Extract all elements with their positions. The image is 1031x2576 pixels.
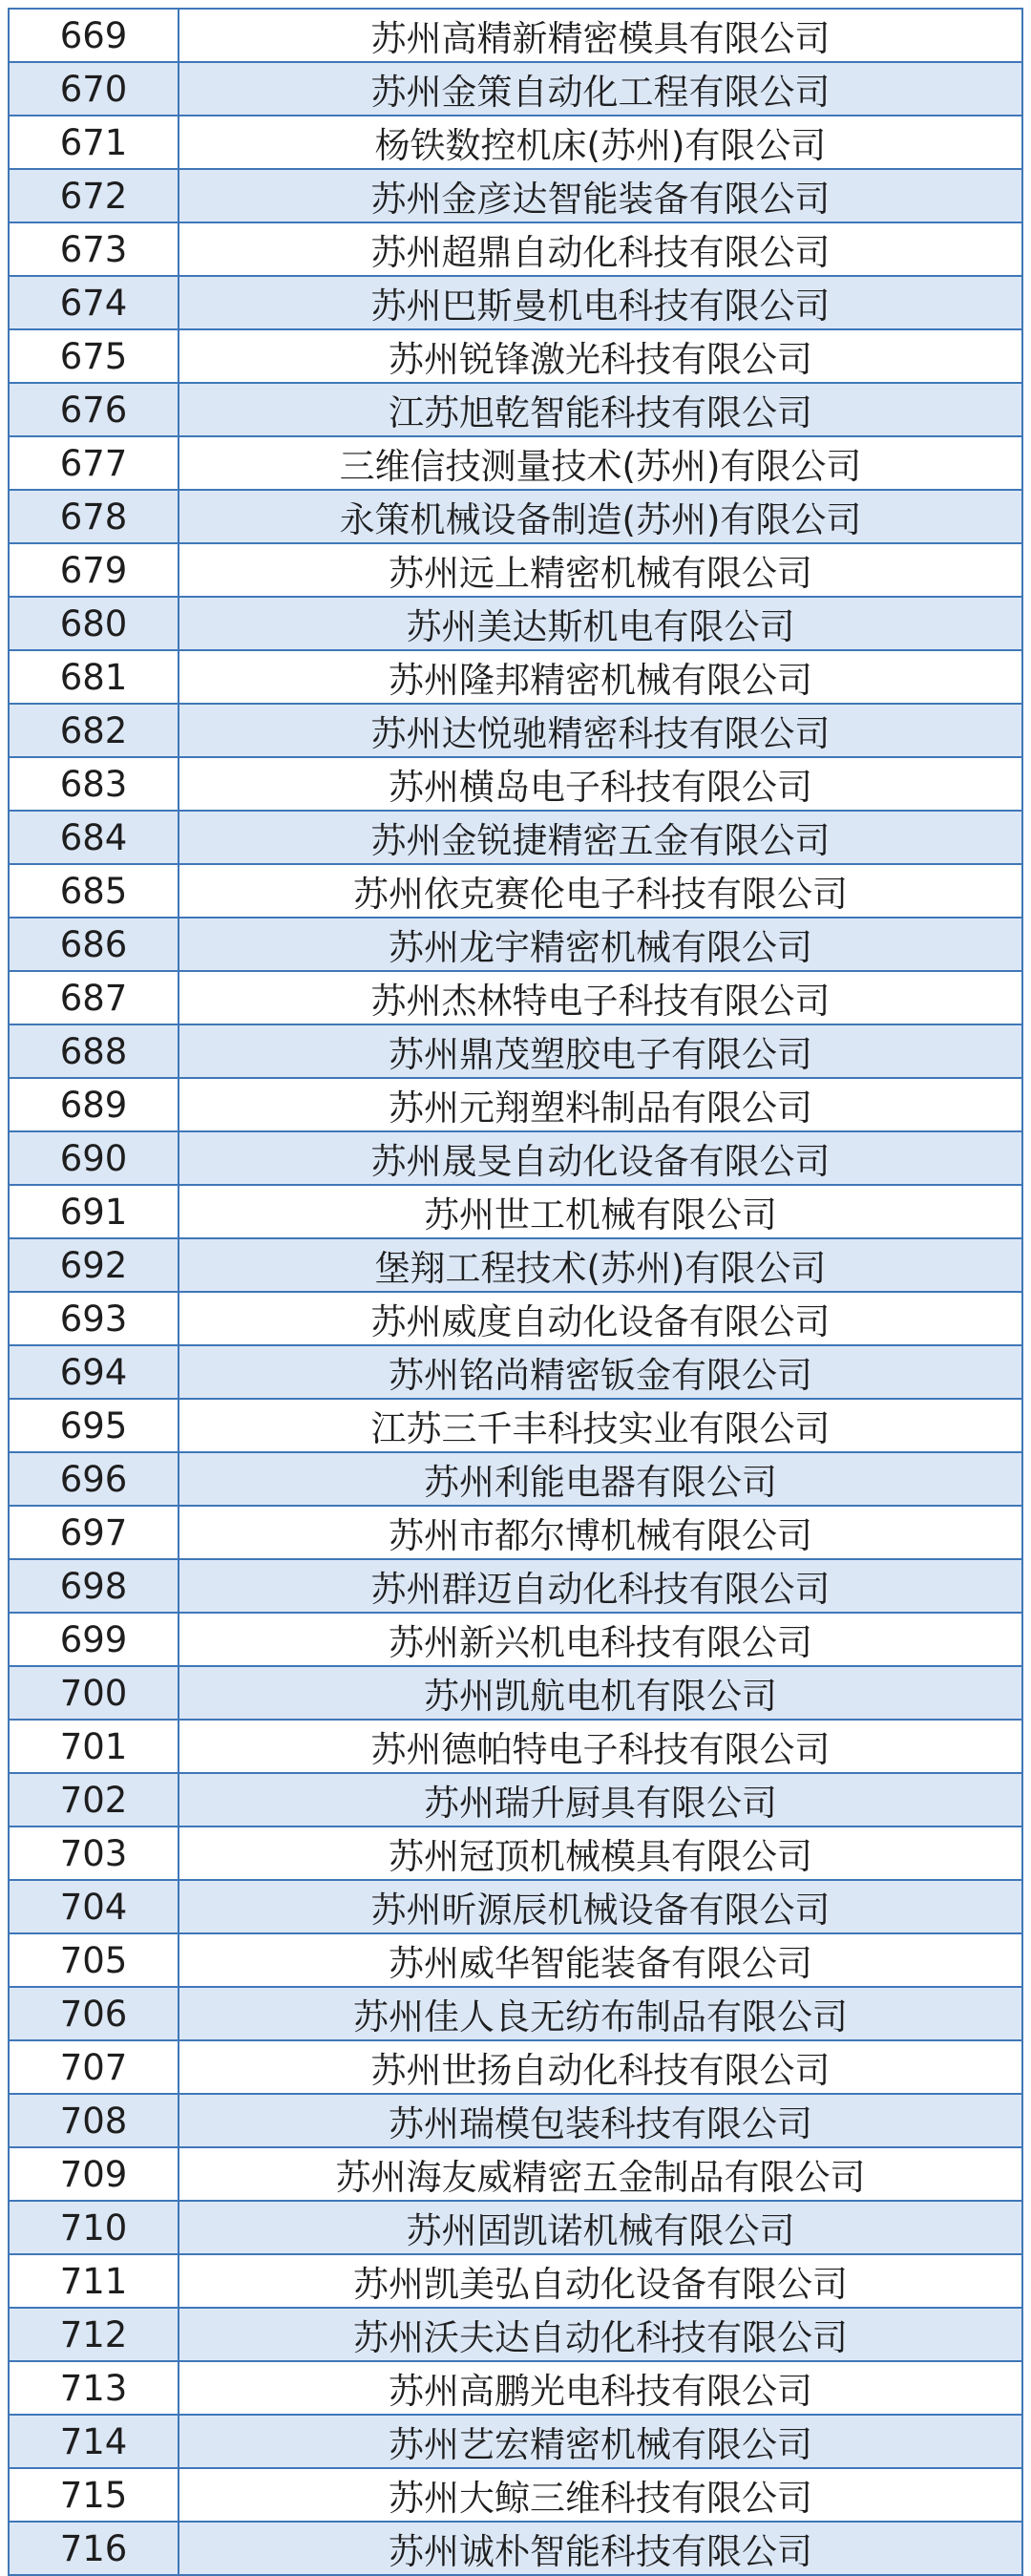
company-name: 苏州凯航电机有限公司 (179, 1666, 1022, 1720)
row-number: 706 (9, 1987, 179, 2040)
row-number: 694 (9, 1345, 179, 1399)
row-number: 678 (9, 490, 179, 543)
row-number: 702 (9, 1773, 179, 1826)
table-row (9, 2201, 1022, 2254)
company-name: 苏州威度自动化设备有限公司 (179, 1292, 1022, 1345)
company-name: 苏州高鹏光电科技有限公司 (179, 2361, 1022, 2415)
row-number: 687 (9, 971, 179, 1024)
table-row (9, 2040, 1022, 2094)
row-number: 679 (9, 543, 179, 597)
row-number: 713 (9, 2361, 179, 2415)
row-number: 692 (9, 1238, 179, 1292)
table-row (9, 116, 1022, 169)
row-number: 669 (9, 9, 179, 62)
table-row (9, 1131, 1022, 1185)
company-name: 苏州佳人良无纺布制品有限公司 (179, 1987, 1022, 2040)
company-name: 苏州超鼎自动化科技有限公司 (179, 222, 1022, 276)
row-number: 709 (9, 2147, 179, 2201)
company-name: 苏州美达斯机电有限公司 (179, 597, 1022, 650)
table-row (9, 811, 1022, 864)
table-row (9, 1720, 1022, 1773)
table-row (9, 1613, 1022, 1666)
company-name: 苏州鼎茂塑胶电子有限公司 (179, 1024, 1022, 1078)
row-number: 681 (9, 650, 179, 704)
row-number: 691 (9, 1185, 179, 1238)
table-row (9, 1987, 1022, 2040)
row-number: 705 (9, 1933, 179, 1987)
row-number: 715 (9, 2468, 179, 2522)
company-name: 苏州凯美弘自动化设备有限公司 (179, 2254, 1022, 2308)
company-name: 苏州远上精密机械有限公司 (179, 543, 1022, 597)
company-name: 苏州市都尔博机械有限公司 (179, 1506, 1022, 1559)
company-name: 三维信技测量技术(苏州)有限公司 (179, 436, 1022, 490)
company-name: 苏州铭尚精密钣金有限公司 (179, 1345, 1022, 1399)
table-row (9, 62, 1022, 116)
company-name: 苏州群迈自动化科技有限公司 (179, 1559, 1022, 1613)
row-number: 685 (9, 864, 179, 918)
row-number: 698 (9, 1559, 179, 1613)
row-number: 686 (9, 918, 179, 971)
company-name: 江苏三千丰科技实业有限公司 (179, 1399, 1022, 1452)
table-row (9, 971, 1022, 1024)
company-name: 苏州诚朴智能科技有限公司 (179, 2522, 1022, 2575)
company-name: 苏州新兴机电科技有限公司 (179, 1613, 1022, 1666)
company-list-table (8, 8, 1023, 2576)
table-row (9, 1880, 1022, 1933)
table-row (9, 383, 1022, 436)
table-row (9, 2094, 1022, 2147)
row-number: 690 (9, 1131, 179, 1185)
row-number: 710 (9, 2201, 179, 2254)
table-row (9, 276, 1022, 329)
table-row (9, 2468, 1022, 2522)
row-number: 676 (9, 383, 179, 436)
table-row (9, 9, 1022, 62)
row-number: 673 (9, 222, 179, 276)
row-number: 700 (9, 1666, 179, 1720)
row-number: 674 (9, 276, 179, 329)
row-number: 689 (9, 1078, 179, 1131)
company-name: 苏州冠顶机械模具有限公司 (179, 1826, 1022, 1880)
table-row (9, 918, 1022, 971)
company-name: 苏州金锐捷精密五金有限公司 (179, 811, 1022, 864)
company-name: 苏州利能电器有限公司 (179, 1452, 1022, 1506)
company-name: 苏州艺宏精密机械有限公司 (179, 2415, 1022, 2468)
company-name: 苏州沃夫达自动化科技有限公司 (179, 2308, 1022, 2361)
company-name: 苏州巴斯曼机电科技有限公司 (179, 276, 1022, 329)
company-name: 苏州元翔塑料制品有限公司 (179, 1078, 1022, 1131)
table-row (9, 1345, 1022, 1399)
row-number: 688 (9, 1024, 179, 1078)
table-row (9, 1399, 1022, 1452)
row-number: 684 (9, 811, 179, 864)
table-row (9, 1078, 1022, 1131)
row-number: 672 (9, 169, 179, 222)
company-list-table-wrapper (8, 8, 1023, 2576)
row-number: 695 (9, 1399, 179, 1452)
table-row (9, 2147, 1022, 2201)
row-number: 708 (9, 2094, 179, 2147)
row-number: 693 (9, 1292, 179, 1345)
table-row (9, 1024, 1022, 1078)
row-number: 701 (9, 1720, 179, 1773)
company-name: 堡翔工程技术(苏州)有限公司 (179, 1238, 1022, 1292)
row-number: 707 (9, 2040, 179, 2094)
company-name: 苏州固凯诺机械有限公司 (179, 2201, 1022, 2254)
table-row (9, 1773, 1022, 1826)
table-row (9, 1559, 1022, 1613)
company-name: 苏州锐锋激光科技有限公司 (179, 329, 1022, 383)
row-number: 696 (9, 1452, 179, 1506)
company-name: 杨铁数控机床(苏州)有限公司 (179, 116, 1022, 169)
company-name: 苏州德帕特电子科技有限公司 (179, 1720, 1022, 1773)
row-number: 677 (9, 436, 179, 490)
company-name: 苏州达悦驰精密科技有限公司 (179, 704, 1022, 757)
table-row (9, 1933, 1022, 1987)
table-row (9, 1292, 1022, 1345)
row-number: 716 (9, 2522, 179, 2575)
row-number: 683 (9, 757, 179, 811)
company-name: 苏州晟旻自动化设备有限公司 (179, 1131, 1022, 1185)
table-row (9, 329, 1022, 383)
table-row (9, 222, 1022, 276)
row-number: 680 (9, 597, 179, 650)
company-name: 永策机械设备制造(苏州)有限公司 (179, 490, 1022, 543)
table-row (9, 169, 1022, 222)
table-row (9, 704, 1022, 757)
row-number: 671 (9, 116, 179, 169)
row-number: 682 (9, 704, 179, 757)
company-name: 苏州世扬自动化科技有限公司 (179, 2040, 1022, 2094)
row-number: 712 (9, 2308, 179, 2361)
company-name: 苏州大鲸三维科技有限公司 (179, 2468, 1022, 2522)
table-row (9, 490, 1022, 543)
company-name: 苏州昕源辰机械设备有限公司 (179, 1880, 1022, 1933)
company-name: 苏州世工机械有限公司 (179, 1185, 1022, 1238)
row-number: 697 (9, 1506, 179, 1559)
company-name: 苏州龙宇精密机械有限公司 (179, 918, 1022, 971)
company-name: 苏州海友威精密五金制品有限公司 (179, 2147, 1022, 2201)
row-number: 703 (9, 1826, 179, 1880)
company-name: 苏州杰林特电子科技有限公司 (179, 971, 1022, 1024)
table-row (9, 436, 1022, 490)
company-name: 苏州金策自动化工程有限公司 (179, 62, 1022, 116)
row-number: 704 (9, 1880, 179, 1933)
table-body (9, 9, 1022, 2575)
company-name: 苏州横岛电子科技有限公司 (179, 757, 1022, 811)
company-name: 苏州瑞升厨具有限公司 (179, 1773, 1022, 1826)
table-row (9, 1238, 1022, 1292)
row-number: 699 (9, 1613, 179, 1666)
row-number: 714 (9, 2415, 179, 2468)
row-number: 711 (9, 2254, 179, 2308)
table-row (9, 1826, 1022, 1880)
table-row (9, 650, 1022, 704)
table-row (9, 2308, 1022, 2361)
table-row (9, 597, 1022, 650)
company-name: 苏州金彦达智能装备有限公司 (179, 169, 1022, 222)
table-row (9, 864, 1022, 918)
company-name: 苏州高精新精密模具有限公司 (179, 9, 1022, 62)
table-row (9, 1506, 1022, 1559)
company-name: 苏州瑞模包装科技有限公司 (179, 2094, 1022, 2147)
company-name: 江苏旭乾智能科技有限公司 (179, 383, 1022, 436)
table-row (9, 1185, 1022, 1238)
row-number: 675 (9, 329, 179, 383)
table-row (9, 1666, 1022, 1720)
table-row (9, 2415, 1022, 2468)
table-row (9, 2522, 1022, 2575)
table-row (9, 543, 1022, 597)
table-row (9, 757, 1022, 811)
table-row (9, 1452, 1022, 1506)
table-row (9, 2254, 1022, 2308)
table-row (9, 2361, 1022, 2415)
company-name: 苏州威华智能装备有限公司 (179, 1933, 1022, 1987)
company-name: 苏州隆邦精密机械有限公司 (179, 650, 1022, 704)
company-name: 苏州依克赛伦电子科技有限公司 (179, 864, 1022, 918)
row-number: 670 (9, 62, 179, 116)
